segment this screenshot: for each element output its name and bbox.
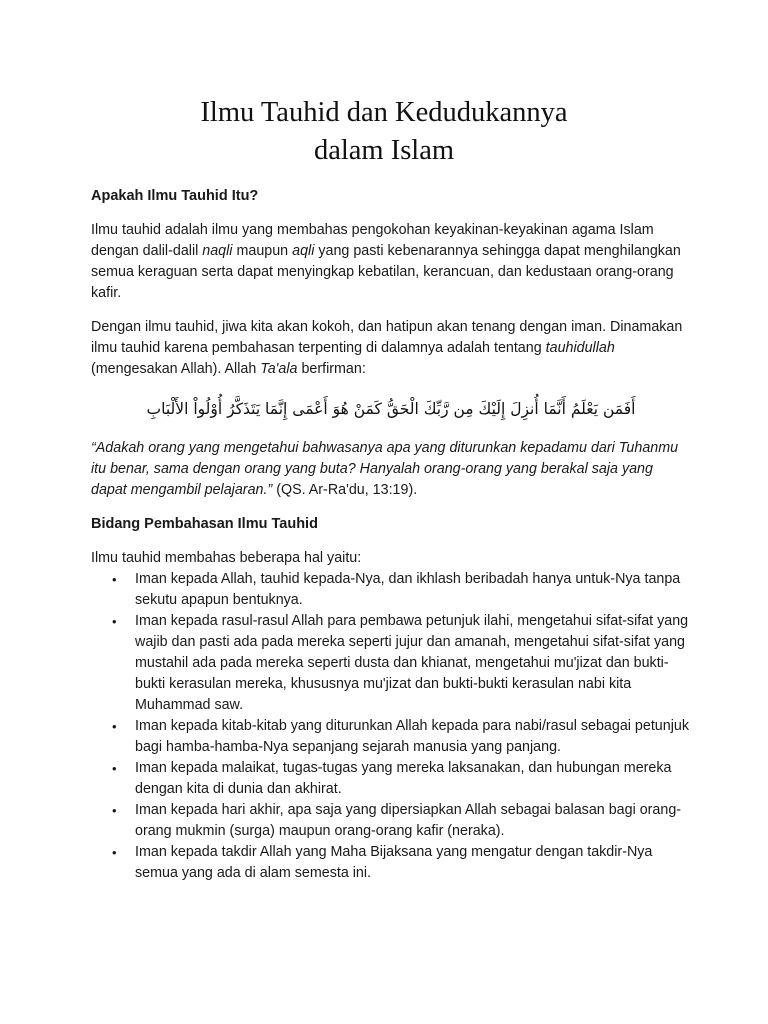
document-title <box>0 94 768 170</box>
text-run: Ilmu tauhid adalah ilmu yang membahas pengokohan keyakinan-keyakinan agama Islam dengan dalil-dalil <box>91 222 654 259</box>
term-taala: Ta'ala <box>260 361 298 377</box>
text-run: (mengesakan Allah). Allah <box>91 361 261 377</box>
list-item-text: Iman kepada rasul-rasul Allah para pembawa petunjuk ilahi, mengetahui sifat-sifat yang wajib dan pasti ada pada mereka seperti jujur dan amanah, mengetahui sifat-sifat yang mustahil ada pada mereka seperti dusta dan khianat, mengetahui mu'jizat dan bukti-bukti kerasulan mereka, khususnya mu'jizat dan bukti-bukti kerasulan nabi kita Muhammad saw. <box>135 613 689 713</box>
list-intro: Ilmu tauhid membahas beberapa hal yaitu: <box>91 550 362 566</box>
list-item-text: Iman kepada malaikat, tugas-tugas yang mereka laksanakan, dan hubungan mereka dengan kita di dunia dan akhirat. <box>135 760 672 797</box>
list-item <box>112 569 691 611</box>
bullet-icon: • <box>112 845 117 860</box>
text-run: maupun <box>232 243 293 259</box>
bullet-icon: • <box>112 572 117 587</box>
translation-text: “Adakah orang yang mengetahui bahwasanya apa yang diturunkan kepadamu dari Tuhanmu itu benar, sama dengan orang yang buta? Hanyalah orang-orang yang berakal saja yang dapat mengambil pelajaran.” <box>91 440 679 498</box>
list-item-text: Iman kepada Allah, tauhid kepada-Nya, dan ikhlash beribadah hanya untuk-Nya tanpa sekutu apapun bentuknya. <box>135 571 681 608</box>
bullet-icon: • <box>112 761 117 776</box>
list-item <box>112 758 691 800</box>
list-item-text: Iman kepada kitab-kitab yang diturunkan Allah kepada para nabi/rasul sebagai petunjuk bagi hamba-hamba-Nya sepanjang sejarah manusia yang panjang. <box>135 718 689 755</box>
list-item <box>112 611 691 716</box>
list-item <box>112 842 691 884</box>
term-naqli: naqli <box>202 243 233 259</box>
arabic-verse: أَفَمَن يَعْلَمُ أَنَّمَا أُنزِلَ إِلَيْكَ مِن رَّبِّكَ الْحَقُّ كَمَنْ هُوَ أَعْمَى إِنَّمَا يَتَذَكَّرُ أُوْلُواْ الأَلْبَابِ <box>146 400 636 418</box>
list-item-text: Iman kepada takdir Allah yang Maha Bijaksana yang mengatur dengan takdir-Nya semua yang ada di alam semesta ini. <box>135 844 653 881</box>
text-run: yang pasti kebenarannya sehingga dapat menghilangkan semua keraguan serta dapat menyingkap kebatilan, kerancuan, dan kedustaan orang-orang kafir. <box>91 243 681 301</box>
section-heading-apakah: Apakah Ilmu Tauhid Itu? <box>91 188 259 204</box>
document-body <box>91 186 691 884</box>
list-item-text: Iman kepada hari akhir, apa saja yang dipersiapkan Allah sebagai balasan bagi orang-orang mukmin (surga) maupun orang-orang kafir (neraka). <box>135 802 682 839</box>
bullet-icon: • <box>112 719 117 734</box>
text-run: Dengan ilmu tauhid, jiwa kita akan kokoh, dan hatipun akan tenang dengan iman. Dinamakan ilmu tauhid karena pembahasan terpenting di dalamnya adalah tentang <box>91 319 683 356</box>
term-tauhidullah: tauhidullah <box>545 340 615 356</box>
list-item <box>112 716 691 758</box>
topic-list <box>91 569 691 884</box>
title-line-1: Ilmu Tauhid dan Kedudukannya <box>200 97 568 128</box>
bullet-icon: • <box>112 614 117 629</box>
verse-translation <box>91 438 691 501</box>
section-heading-bidang: Bidang Pembahasan Ilmu Tauhid <box>91 516 318 532</box>
text-run: berfirman: <box>297 361 366 377</box>
paragraph-definition <box>91 220 691 304</box>
bullet-icon: • <box>112 803 117 818</box>
verse-reference: (QS. Ar-Ra'du, 13:19). <box>272 482 418 498</box>
title-line-2: dalam Islam <box>313 135 455 166</box>
paragraph-iman <box>91 317 691 380</box>
list-item <box>112 800 691 842</box>
term-aqli: aqli <box>292 243 315 259</box>
